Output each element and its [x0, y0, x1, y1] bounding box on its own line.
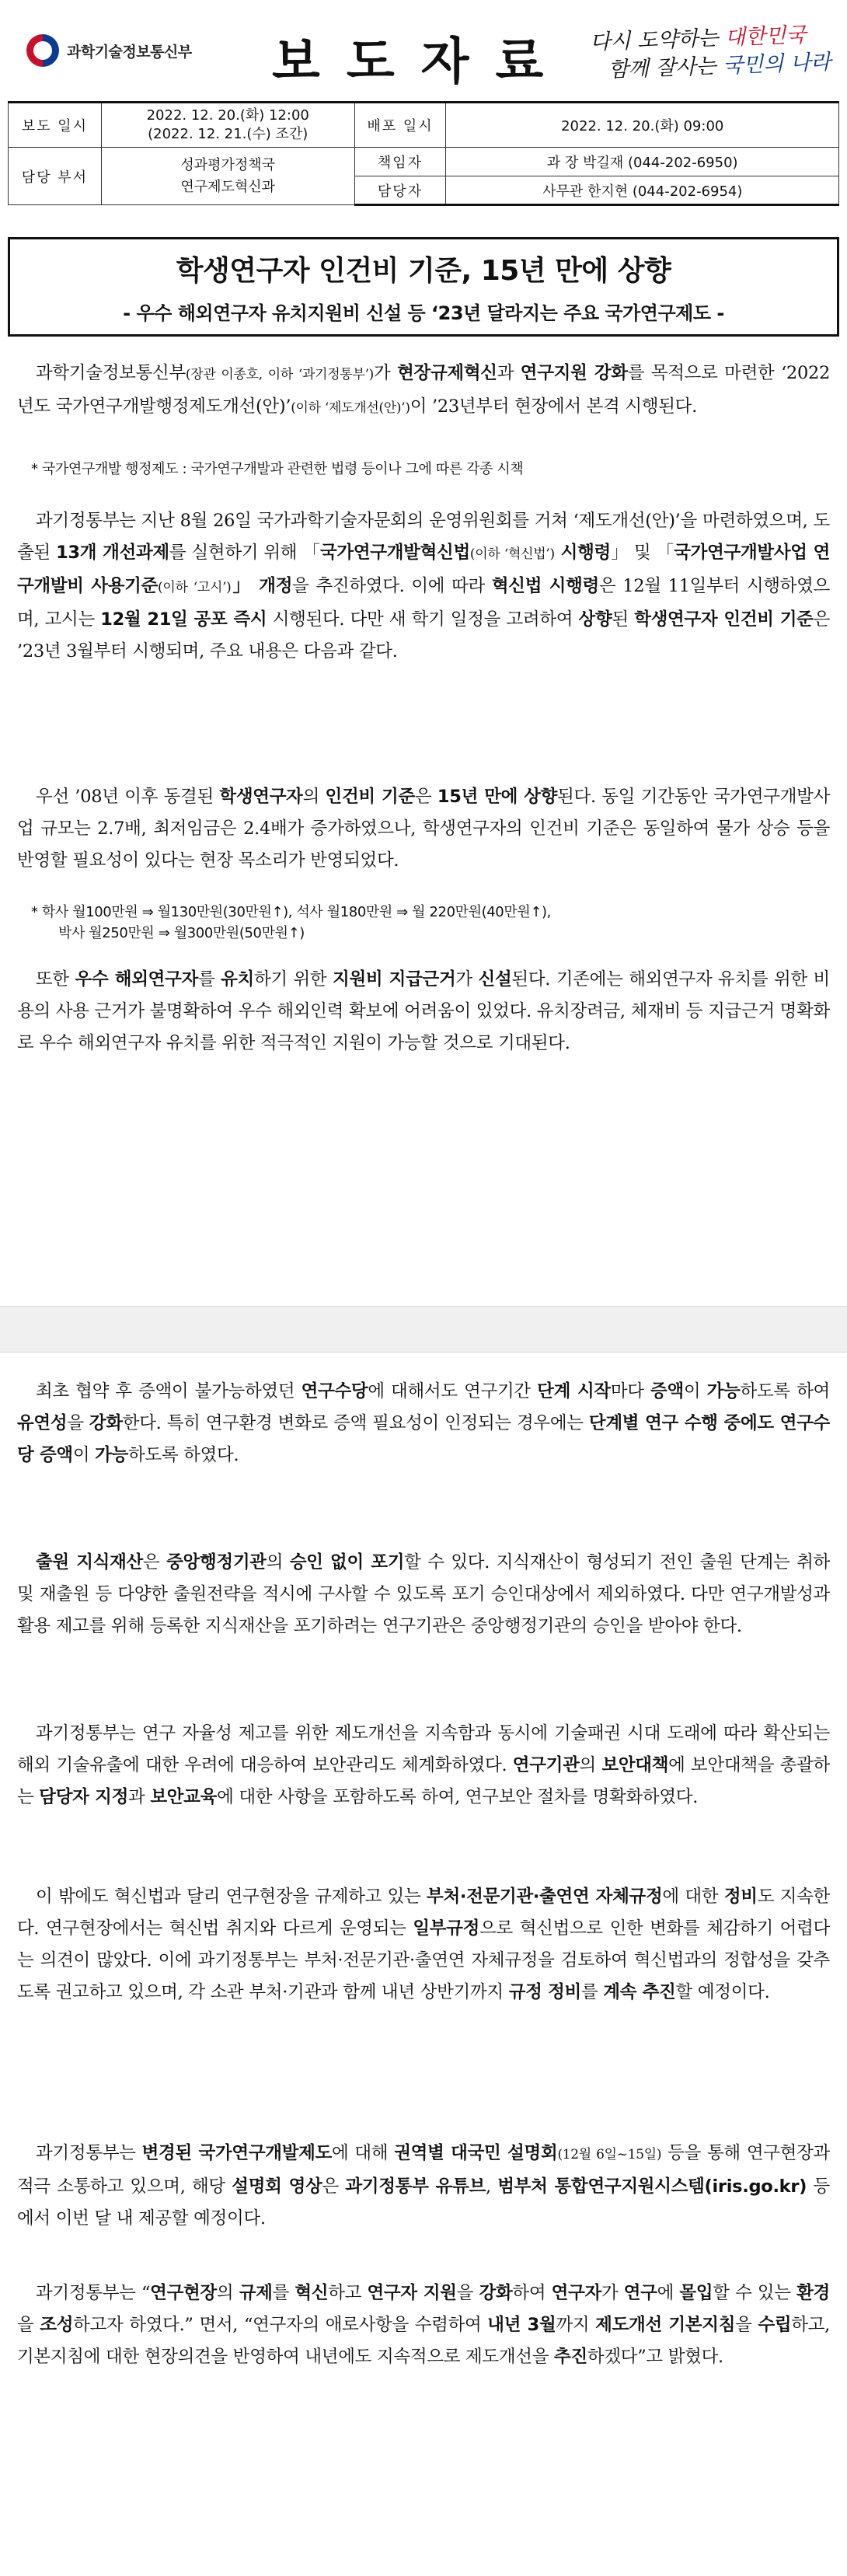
staff-value: 사무관 한지현 (044-202-6954) [446, 176, 839, 205]
paragraph-closing: 과기정통부는 “연구현장의 규제를 혁신하고 연구자 지원을 강화하여 연구자가 연구에 몰입할 수 있는 환경을 조성하고자 하였다.” 면서, “연구자의 애로사항을 수렴하여 내년 3월까지 제도개선 기본지침을 수립하고, 기본지침에 대한 현장의견을 반영하여 내년에도 지속적으로 제도개선을 추진하겠다”고 밝혔다. [17, 2283, 831, 2367]
release-info-table [8, 101, 839, 206]
headline-box [8, 237, 839, 337]
staff-label: 담당자 [354, 176, 446, 205]
ministry-logo [26, 34, 192, 67]
dist-date-label: 배포 일시 [354, 103, 446, 148]
sub-headline: - 우수 해외연구자 유치지원비 신설 등 ‘23년 달라지는 주요 국가연구제도 - [123, 302, 724, 324]
taegeuk-logo-icon [26, 34, 59, 67]
government-slogan: 다시 도약하는 대한민국 함께 잘사는 국민의 나라 [589, 23, 831, 82]
dept-value: 성과평가정책국 연구제도혁신과 [101, 148, 354, 205]
responsible-label: 책임자 [354, 148, 446, 176]
paragraph-overseas-researcher: 또한 우수 해외연구자를 유치하기 위한 지원비 지급근거가 신설된다. 기존에는 해외연구자 유치를 위한 비용의 사용 근거가 불명확하여 우수 해외인력 확보에 어려움이 있었다. 유치장려금, 체재비 등 지급근거 명확화로 우수 해외연구자 유치를 위한 적극적인 지원이 가능할 것으로 기대된다. [17, 969, 830, 1053]
ministry-name: 과학기술정보통신부 [67, 43, 192, 61]
dist-date-value: 2022. 12. 20.(화) 09:00 [446, 103, 839, 148]
dept-label: 담당 부서 [9, 148, 102, 205]
press-banner [8, 11, 839, 103]
page-separator [0, 1306, 847, 1353]
footnote-admin-system: * 국가연구개발 행정제도 : 국가연구개발과 관련한 법령 등이나 그에 따른 각종 시책 [31, 461, 524, 477]
report-date-label: 보도 일시 [9, 103, 102, 148]
page-2 [0, 1353, 847, 2576]
footnote-pay-rates: * 학사 월100만원 ⇒ 월130만원(30만원↑), 석사 월180만원 ⇒ 월 220만원(40만원↑), 박사 월250만원 ⇒ 월300만원(50만원↑) [31, 904, 551, 941]
paragraph-revision: 과기정통부는 지난 8월 26일 국가과학기술자문회의 운영위원회를 거쳐 ‘제도개선(안)’을 마련하였으며, 도출된 13개 개선과제를 실현하기 위해 「국가연구개발혁신법(이하 ‘혁신법’) 시행령」 및 「국가연구개발사업 연구개발비 사용기준(이하 ‘고시’)」 개정을 추진하였다. 이에 따라 혁신법 시행령은 12월 11일부터 시행하였으며, 고시는 12월 21일 공포 즉시 시행된다. 다만 새 학기 일정을 고려하여 상향된 학생연구자 인건비 기준은 ’23년 3월부터 시행되며, 주요 내용은 다음과 같다. [17, 511, 831, 661]
paragraph-intro: 과학기술정보통신부(장관 이종호, 이하 ‘과기정통부’)가 현장규제혁신과 연구지원 강화를 목적으로 마련한 ‘2022년도 국가연구개발행정제도개선(안)’(이하 ‘제도개선(안)’)이 ’23년부터 현장에서 본격 시행된다. [17, 363, 830, 417]
paragraph-briefing: 과기정통부는 변경된 국가연구개발제도에 대해 권역별 대국민 설명회(12월 6일~15일) 등을 통해 연구현장과 적극 소통하고 있으며, 해당 설명회 영상은 과기정통부 유튜브, 범부처 통합연구지원시스템(iris.go.kr) 등에서 이번 달 내 제공할 예정이다. [17, 2143, 830, 2229]
paragraph-student-pay: 우선 ’08년 이후 동결된 학생연구자의 인건비 기준은 15년 만에 상향된다. 동일 기간동안 국가연구개발사업 규모는 2.7배, 최저임금은 2.4배가 증가하였으나, 학생연구자의 인건비 기준은 동일하여 물가 상승 등을 반영할 필요성이 있다는 현장 목소리가 반영되었다. [17, 787, 831, 871]
responsible-value: 과 장 박길재 (044-202-6950) [446, 148, 839, 176]
paragraph-regulation: 이 밖에도 혁신법과 달리 연구현장을 규제하고 있는 부처·전문기관·출연연 자체규정에 대한 정비도 지속한다. 연구현장에서는 혁신법 취지와 다르게 운영되는 일부규정으로 혁신법으로 인한 변화를 체감하기 어렵다는 의견이 많았다. 이에 과기정통부는 부처·전문기관·출연연 자체규정을 검토하여 혁신법과의 정합성을 갖추도록 권고하고 있으며, 각 소관 부처·기관과 함께 내년 상반기까지 규정 정비를 계속 추진할 예정이다. [17, 1887, 830, 2002]
report-date-value: 2022. 12. 20.(화) 12:00 (2022. 12. 21.(수) 조간) [101, 103, 354, 148]
paragraph-research-allowance: 최초 협약 후 증액이 불가능하였던 연구수당에 대해서도 연구기간 단계 시작마다 증액이 가능하도록 하여 유연성을 강화한다. 특히 연구환경 변화로 증액 필요성이 인정되는 경우에는 단계별 연구 수행 중에도 연구수당 증액이 가능하도록 하였다. [17, 1381, 830, 1465]
headline: 학생연구자 인건비 기준, 15년 만에 상향 [176, 255, 671, 287]
paragraph-ip: 출원 지식재산은 중앙행정기관의 승인 없이 포기할 수 있다. 지식재산이 형성되기 전인 출원 단계는 취하 및 재출원 등 다양한 출원전략을 적시에 구사할 수 있도록 포기 승인대상에서 제외하였다. 다만 연구개발성과 활용 제고를 위해 등록한 지식재산을 포기하려는 연구기관은 중앙행정기관의 승인을 받아야 한다. [17, 1552, 830, 1636]
press-release-title: 보도자료 [272, 33, 570, 91]
paragraph-security: 과기정통부는 연구 자율성 제고를 위한 제도개선을 지속함과 동시에 기술패권 시대 도래에 따라 확산되는 해외 기술유출에 대한 우려에 대응하여 보안관리도 체계화하였다. 연구기관의 보안대책에 보안대책을 총괄하는 담당자 지정과 보안교육에 대한 사항을 포함하도록 하여, 연구보안 절차를 명확화하였다. [17, 1723, 830, 1807]
